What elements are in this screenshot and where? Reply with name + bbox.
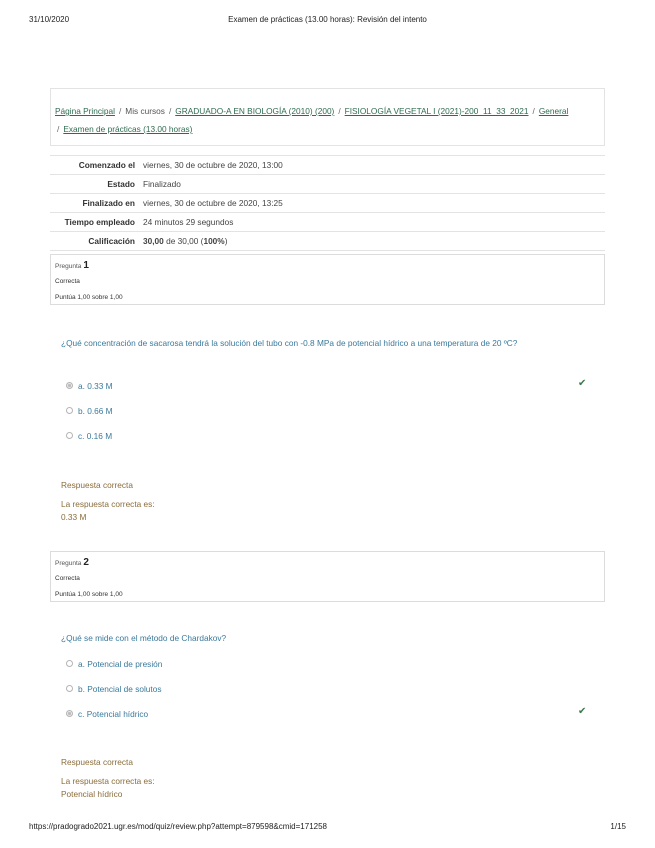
question-state: Correcta [55, 575, 80, 582]
question-number: Pregunta 2 [55, 557, 89, 568]
radio-icon[interactable] [66, 432, 73, 439]
check-icon: ✔ [578, 706, 587, 717]
question-grade: Puntúa 1,00 sobre 1,00 [55, 294, 123, 301]
radio-checked-icon[interactable] [66, 382, 73, 389]
question-info-2 [50, 551, 605, 602]
radio-icon[interactable] [66, 660, 73, 667]
q1-correct-answer-value: 0.33 M [61, 512, 87, 522]
print-url: https://pradogrado2021.ugr.es/mod/quiz/review.php?attempt=879598&cmid=171258 [29, 822, 327, 831]
question-grade: Puntúa 1,00 sobre 1,00 [55, 591, 123, 598]
summary-row-finished [50, 194, 605, 213]
finished-label: Finalizado en [50, 194, 139, 213]
breadcrumb-quiz-link[interactable]: Examen de prácticas (13.00 horas) [63, 124, 193, 134]
finished-value: viernes, 30 de octubre de 2020, 13:25 [139, 194, 605, 213]
started-value: viernes, 30 de octubre de 2020, 13:00 [139, 156, 605, 175]
attempt-summary-table [50, 155, 605, 251]
breadcrumb: Página Principal / Mis cursos / GRADUADO-A EN BIOLOGÍA (2010) (200) / FISIOLOGÍA VEGETAL I (2021)-200_11_33_2021 / General / Examen de prácticas (13.00 horas) [50, 88, 605, 146]
q2-correct-answer-label: La respuesta correcta es: [61, 776, 155, 786]
q2-option-c[interactable]: c. Potencial hídrico [66, 708, 148, 720]
question-number: Pregunta 1 [55, 260, 89, 271]
q1-option-a[interactable]: a. 0.33 M [66, 380, 113, 392]
check-icon: ✔ [578, 378, 587, 389]
summary-row-state [50, 175, 605, 194]
summary-row-started [50, 156, 605, 175]
radio-checked-icon[interactable] [66, 710, 73, 717]
summary-row-time [50, 213, 605, 232]
breadcrumb-course-link[interactable]: FISIOLOGÍA VEGETAL I (2021)-200_11_33_2021 [344, 106, 529, 116]
q2-option-b[interactable]: b. Potencial de solutos [66, 683, 161, 695]
breadcrumb-home-link[interactable]: Página Principal [55, 106, 115, 116]
radio-icon[interactable] [66, 685, 73, 692]
q2-correct-answer-value: Potencial hídrico [61, 789, 123, 799]
time-value: 24 minutos 29 segundos [139, 213, 605, 232]
question-text-1: ¿Qué concentración de sacarosa tendrá la solución del tubo con -0.8 MPa de potencial hídrico a una temperatura de 20 ºC? [61, 338, 518, 348]
question-state: Correcta [55, 278, 80, 285]
breadcrumb-degree-link[interactable]: GRADUADO-A EN BIOLOGÍA (2010) (200) [175, 106, 335, 116]
print-page-number: 1/15 [610, 822, 626, 831]
q1-option-b[interactable]: b. 0.66 M [66, 405, 113, 417]
q1-option-c[interactable]: c. 0.16 M [66, 430, 112, 442]
q1-correct-answer-label: La respuesta correcta es: [61, 499, 155, 509]
question-text-2: ¿Qué se mide con el método de Chardakov? [61, 633, 227, 643]
print-date: 31/10/2020 [29, 15, 70, 24]
q1-feedback: Respuesta correcta [61, 480, 133, 490]
print-title: Examen de prácticas (13.00 horas): Revisión del intento [228, 15, 427, 24]
question-info-1 [50, 254, 605, 305]
q2-feedback: Respuesta correcta [61, 757, 133, 767]
time-label: Tiempo empleado [50, 213, 139, 232]
summary-row-grade [50, 232, 605, 251]
radio-icon[interactable] [66, 407, 73, 414]
grade-label: Calificación [50, 232, 139, 251]
breadcrumb-my-courses: Mis cursos [125, 106, 165, 116]
state-value: Finalizado [139, 175, 605, 194]
grade-value: 30,00 de 30,00 (100%) [139, 232, 605, 251]
started-label: Comenzado el [50, 156, 139, 175]
breadcrumb-general-link[interactable]: General [538, 106, 569, 116]
q2-option-a[interactable]: a. Potencial de presión [66, 658, 162, 670]
state-label: Estado [50, 175, 139, 194]
